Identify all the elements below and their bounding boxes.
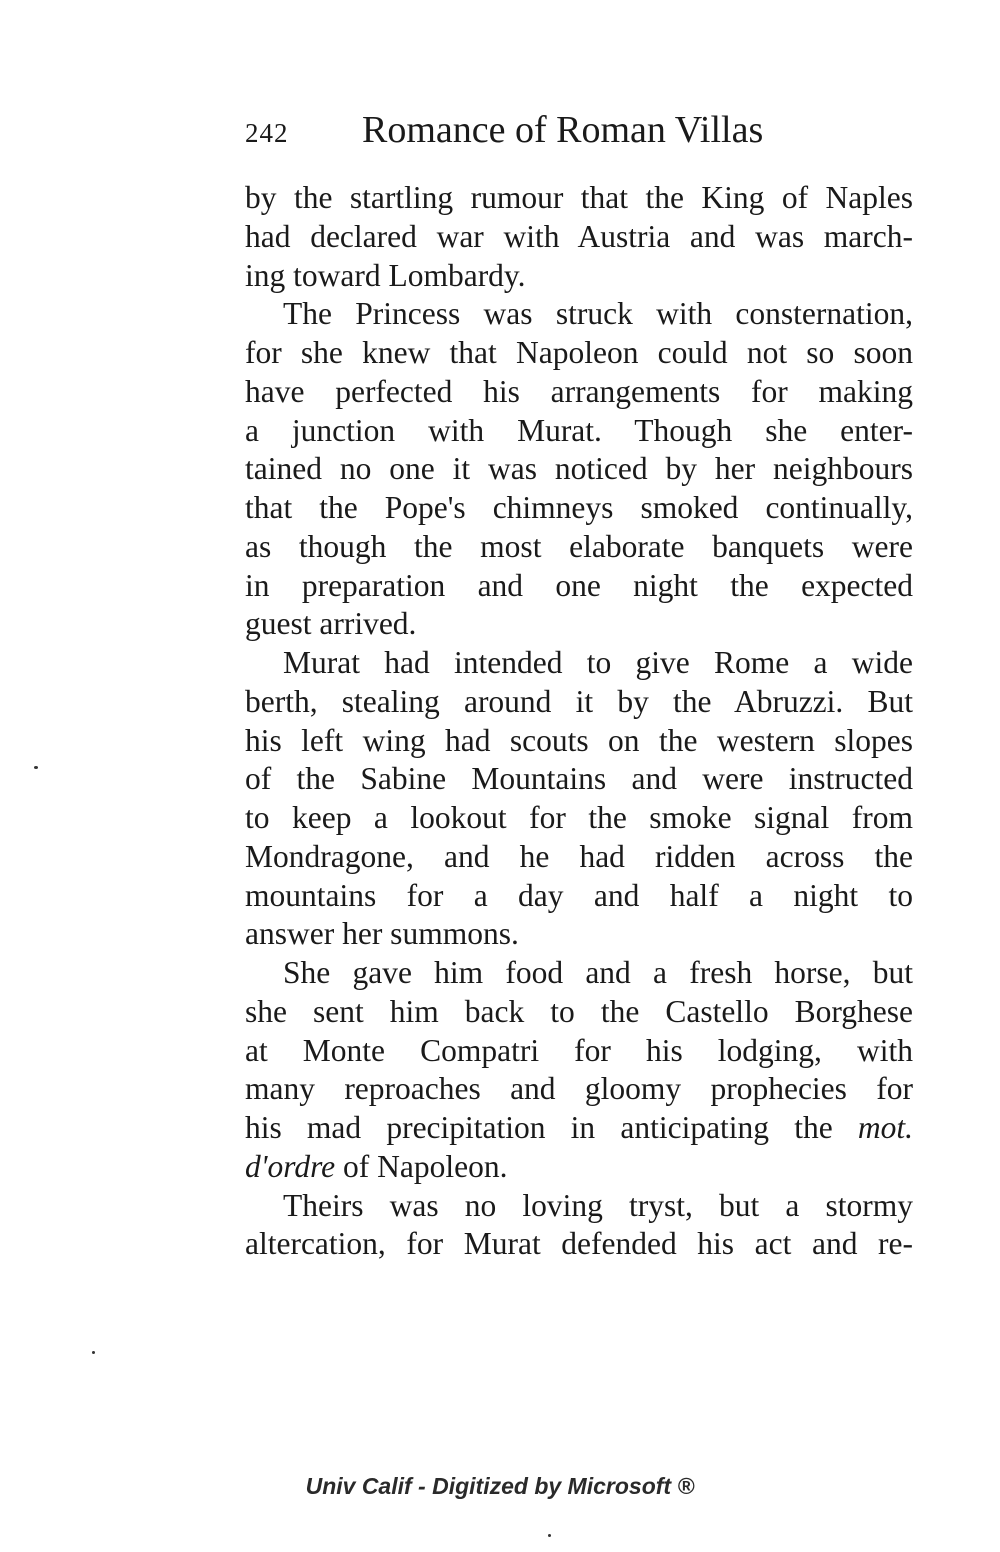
text-line: for she knew that Napoleon could not so soon	[245, 335, 913, 370]
italic-phrase: mot.	[857, 1110, 914, 1145]
text-line: tained no one it was noticed by her neighbours	[245, 451, 913, 487]
text-line: in preparation and one night the expected	[245, 567, 913, 603]
paragraph-start-line: The Princess was struck with consternation,	[283, 296, 913, 332]
text-line	[245, 1109, 913, 1148]
text-line: Mondragone, and he had ridden across the	[245, 838, 913, 874]
text-line: berth, stealing around it by the Abruzzi. But	[245, 683, 913, 719]
paragraph-start-line: Theirs was no loving tryst, but a stormy	[283, 1187, 913, 1223]
text-line: had declared war with Austria and was march-	[245, 218, 913, 254]
text-line: that the Pope's chimneys smoked continually,	[245, 490, 913, 525]
text-segment: of Napoleon.	[343, 1148, 508, 1184]
text-line: his left wing had scouts on the western slopes	[245, 722, 913, 758]
text-line: many reproaches and gloomy prophecies for	[245, 1071, 913, 1107]
page-header	[245, 108, 915, 158]
paragraph-start-line: She gave him food and a fresh horse, but	[283, 955, 913, 990]
scan-speck	[92, 1351, 95, 1354]
text-line: of the Sabine Mountains and were instructed	[245, 761, 913, 797]
digitization-watermark: Univ Calif - Digitized by Microsoft ®	[305, 1473, 695, 1499]
text-line: ing toward Lombardy.	[245, 257, 526, 293]
text-line: to keep a lookout for the smoke signal from	[245, 800, 913, 835]
text-line: she sent him back to the Castello Borghese	[245, 993, 913, 1029]
page-number: 242	[245, 118, 289, 148]
text-line: have perfected his arrangements for making	[245, 373, 913, 409]
text-line: mountains for a day and half a night to	[245, 877, 913, 913]
text-line	[245, 1148, 913, 1187]
scan-speck	[34, 766, 38, 769]
running-title: Romance of Roman Villas	[362, 109, 764, 151]
text-line: at Monte Compatri for his lodging, with	[245, 1032, 913, 1068]
text-line: as though the most elaborate banquets were	[245, 528, 913, 564]
text-line: a junction with Murat. Though she enter-	[245, 412, 913, 448]
italic-phrase: d'ordre	[245, 1148, 336, 1184]
body-text	[245, 179, 913, 1264]
text-line: by the startling rumour that the King of Naples	[245, 180, 913, 215]
text-line: answer her summons.	[245, 916, 519, 952]
paragraph-start-line: Murat had intended to give Rome a wide	[283, 645, 913, 680]
text-line: guest arrived.	[245, 606, 417, 642]
text-segment: his mad precipitation in anticipating the	[245, 1110, 833, 1145]
text-line: altercation, for Murat defended his act and re-	[245, 1226, 913, 1262]
scan-speck	[548, 1534, 551, 1537]
